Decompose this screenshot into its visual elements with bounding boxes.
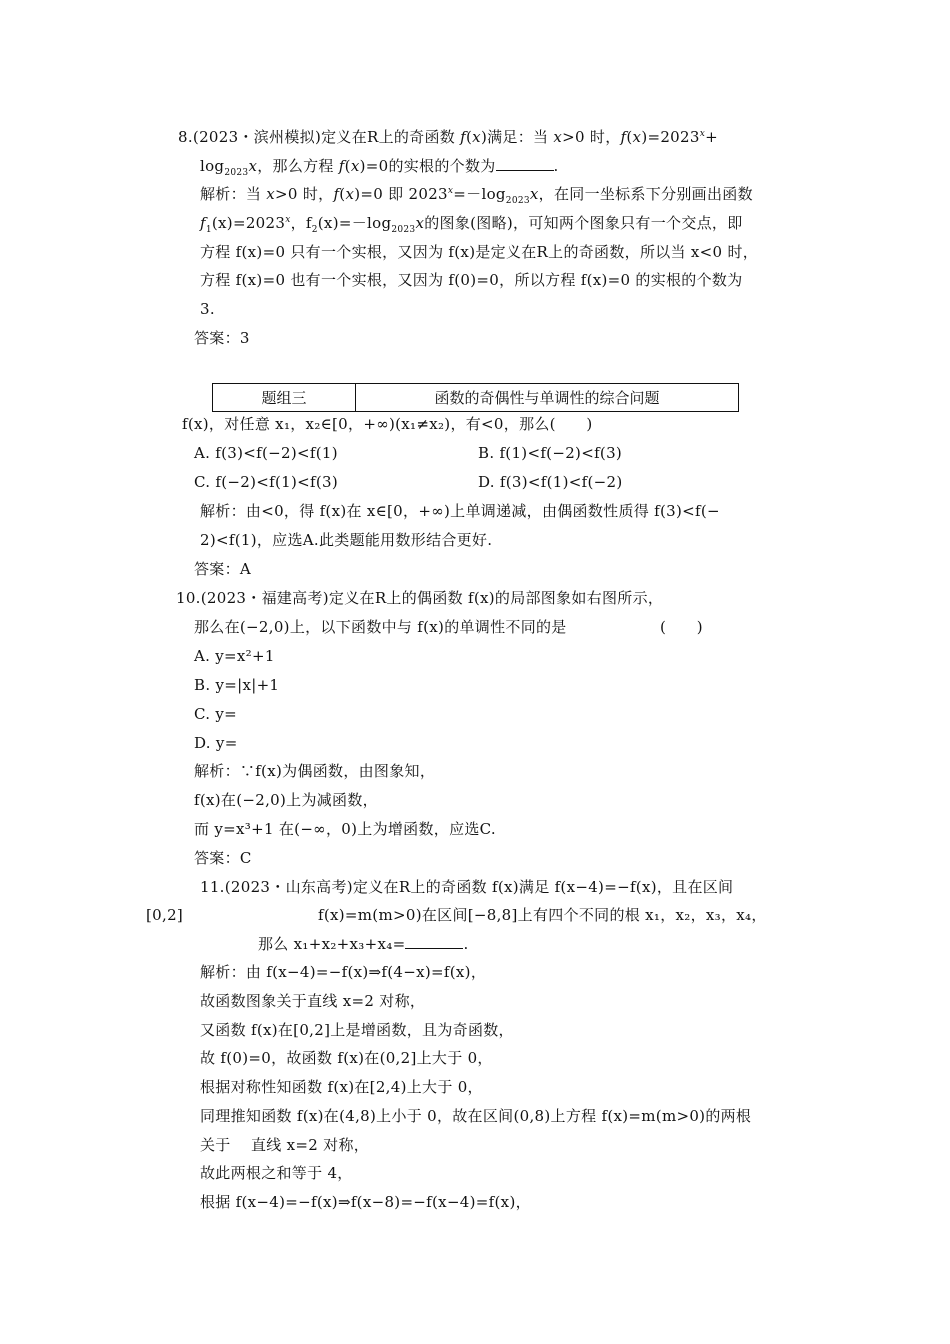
q10-solution-line2: f(x)在(−2,0)上为减函数， [194, 791, 378, 809]
q11-solution-line2: 故函数图象关于直线 x=2 对称， [200, 992, 426, 1010]
q10-line2: 那么在(−2,0)上，以下函数中与 f(x)的单调性不同的是 [194, 618, 567, 636]
q9-solution-line2: 2)<f(1)，应选A.此类题能用数形结合更好. [200, 531, 493, 549]
q10-line1: 10.(2023・福建高考)定义在R上的偶函数 f(x)的局部图象如右图所示， [176, 589, 664, 607]
q11-line2: f(x)=m(m>0)在区间[−8,8]上有四个不同的根 x₁，x₂，x₃，x₄， [318, 906, 767, 924]
answer-blank [496, 156, 554, 171]
q10-solution-line1: 解析：∵f(x)为偶函数，由图象知， [194, 762, 436, 780]
q8-line1: 8.(2023・滨州模拟)定义在R上的奇函数 f(x)满足：当 x>0 时，$f(x)=2023^x+$ [178, 128, 718, 146]
q9-option-d: D. f(3)<f(1)<f(−2) [478, 473, 623, 491]
group3-label: 题组三 [213, 384, 356, 412]
q11-solution-line4: 故 f(0)=0，故函数 f(x)在(0,2]上大于 0， [200, 1049, 493, 1067]
q11-solution-line8: 故此两根之和等于 4， [200, 1164, 353, 1182]
q10-option-b: B. y=|x|+1 [194, 676, 280, 694]
group3-title: 函数的奇偶性与单调性的综合问题 [356, 384, 739, 412]
q11-solution-line1: 解析：由 f(x−4)=−f(x)⇒f(4−x)=f(x)， [200, 963, 487, 981]
q9-option-a: A. f(3)<f(−2)<f(1) [194, 444, 338, 462]
q11-interval: [0,2] [146, 906, 184, 924]
q9-option-c: C. f(−2)<f(1)<f(3) [194, 473, 338, 491]
q10-paren: ( ) [660, 618, 703, 636]
q9-solution-line1: 解析：由<0，得 f(x)在 x∈[0，+∞)上单调递减，由偶函数性质得 f(3)<f(− [200, 502, 720, 520]
q11-solution-line3: 又函数 f(x)在[0,2]上是增函数，且为奇函数， [200, 1021, 514, 1039]
answer-8: 答案：3 [194, 329, 250, 347]
q10-option-c: C. y= [194, 705, 238, 723]
group3-header-table [212, 383, 739, 412]
q11-solution-line7: 关于 直线 x=2 对称， [200, 1136, 370, 1154]
answer-blank [405, 934, 463, 949]
q11-line1: 11.(2023・山东高考)定义在R上的奇函数 f(x)满足 f(x−4)=−f(x)，且在区间 [200, 878, 734, 896]
q10-solution-line3: 而 y=x³+1 在(−∞，0)上为增函数，应选C. [194, 820, 496, 838]
q11-solution-line5: 根据对称性知函数 f(x)在[2,4)上大于 0， [200, 1078, 483, 1096]
answer-9: 答案：A [194, 560, 252, 578]
sol8-line3: 方程 f(x)=0 只有一个实根，又因为 f(x)是定义在R上的奇函数，所以当 x<0 时， [200, 243, 759, 261]
q9-option-b: B. f(1)<f(−2)<f(3) [478, 444, 623, 462]
q9-stem: f(x)，对任意 x₁，x₂∈[0，+∞)(x₁≠x₂)，有<0，那么( ) [182, 415, 593, 433]
q11-solution-line6: 同理推知函数 f(x)在(4,8)上小于 0，故在区间(0,8)上方程 f(x)=m(m>0)的两根 [200, 1107, 752, 1125]
q10-option-d: D. y= [194, 734, 238, 752]
q11-line3: 那么 x₁+x₂+x₃+x₄= . [258, 935, 469, 953]
sol8-line2: $f_1(x)=2023^x$，$f_2(x)=-\log_{2023}x$的图象(图略)，可知两个图象只有一个交点，即 [200, 214, 743, 235]
sol8-line4: 方程 f(x)=0 也有一个实根，又因为 f(0)=0，所以方程 f(x)=0 的实根的个数为 [200, 271, 743, 289]
sol8-line5: 3. [200, 300, 215, 318]
q11-solution-line9: 根据 f(x−4)=−f(x)⇒f(x−8)=−f(x−4)=f(x)， [200, 1193, 531, 1211]
q8-line2: $\log_{2023}x$，那么方程 f(x)=0的实根的个数为 . [200, 157, 559, 178]
sol8-line1: 解析：当 x>0 时，f(x)=0 即 $2023^x=-\log_{2023}x$，在同一坐标系下分别画出函数 [200, 185, 753, 206]
answer-10: 答案：C [194, 849, 252, 867]
q10-option-a: A. y=x²+1 [194, 647, 275, 665]
